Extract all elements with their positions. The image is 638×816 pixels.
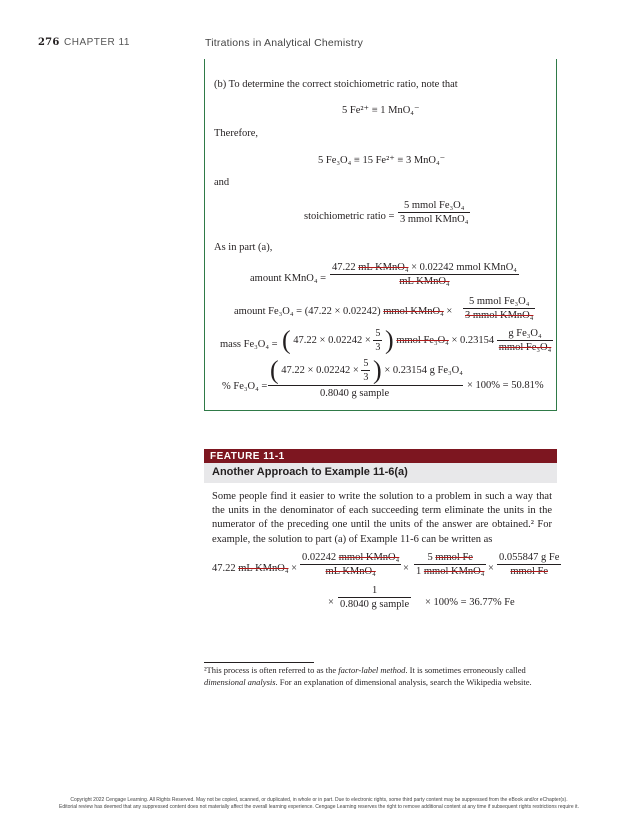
f1-den: mL KMnO₄	[325, 566, 376, 577]
feature-eq-lead	[212, 563, 297, 574]
ratio-denominator: 3 mmol KMnO₄	[400, 214, 469, 225]
f2-den-a: 1	[416, 566, 424, 577]
amount-fe-label: amount Fe₃O₄ = (47.22 × 0.02242)	[234, 306, 381, 317]
ratio-label: stoichiometric ratio =	[304, 211, 395, 222]
feature-eq-lead-strike: mL KMnO₄	[238, 563, 289, 574]
and-text: and	[214, 177, 230, 188]
amount-fe-num: 5 mmol Fe₃O₄	[463, 296, 535, 309]
mass-strike: mmol Fe₃O₄	[396, 334, 449, 346]
part-b-intro: (b) To determine the correct stoichiometric ratio, note that	[214, 79, 458, 90]
copyright-line-1: Copyright 2022 Cengage Learning. All Rights Reserved. May not be copied, scanned, or duplicated, in whole or in part. Due to electronic rights, some third party content may be suppressed from the eBook and/or eChapter(s).	[70, 797, 568, 803]
percent-result: × 100% = 50.81%	[467, 380, 544, 391]
footnote-em-1: factor-label method	[338, 665, 406, 675]
percent-frac-den: 3	[363, 372, 369, 383]
feature-eq-times-3: ×	[488, 563, 494, 574]
percent-numerator: ( 47.22 × 0.02242 × $\frac{5}{3}$ ) × 0.23154 g Fe₃O₄	[270, 355, 463, 385]
footnote-text-c: . For an explanation of dimensional analysis, search the Wikipedia website.	[275, 676, 532, 687]
amount-kmno4-fraction	[330, 262, 519, 287]
feature-frac-2	[414, 552, 486, 577]
feature-frac-1	[300, 552, 401, 577]
feature-frac-3	[497, 552, 561, 577]
f1-num-strike: mmol KMnO₄	[338, 552, 400, 563]
amount-kmno4-num-a: 47.22	[332, 262, 356, 273]
mass-unit-num: g Fe₃O₄	[497, 328, 554, 341]
equivalence-1: 5 Fe²⁺ ≡ 1 MnO₄⁻	[342, 105, 420, 116]
percent-num-inner: 47.22 × 0.02242 ×	[281, 364, 359, 376]
running-title: Titrations in Analytical Chemistry	[205, 37, 364, 49]
amount-fe-fraction	[463, 296, 535, 321]
feature-eq-times-2: ×	[403, 563, 409, 574]
amount-fe-strike: mmol KMnO₄	[383, 306, 444, 317]
therefore-text: Therefore,	[214, 128, 259, 139]
f2-num-a: 5	[427, 552, 433, 563]
mass-label: mass Fe₃O₄ =	[220, 339, 278, 350]
feature-title: Another Approach to Example 11-6(a)	[212, 466, 408, 478]
f2-den: mmol KMnO₄	[423, 566, 485, 577]
amount-kmno4-den: mL KMnO₄	[399, 276, 450, 287]
feature-body: Some people find it easier to write the solution to a problem in such a way that the units in the denominator of each succeeding term eliminate the units in the numerator of the preceding one until the units of the answer are obtained.² For example, the solution to part (a) of Example 11-6 can be written as	[212, 491, 552, 545]
as-in-part-a: As in part (a),	[214, 242, 273, 253]
footnote-text-b: . It is sometimes erroneously called	[405, 665, 526, 675]
mass-inner: 47.22 × 0.02242 ×	[293, 334, 371, 346]
feature-frac-4	[338, 585, 411, 610]
percent-label: % Fe₃O₄ =	[222, 381, 268, 392]
mass-frac-den: 3	[375, 342, 381, 353]
footnote-rule	[204, 662, 314, 663]
f2-num-strike: mmol Fe	[435, 552, 473, 563]
percent-frac-num: 5	[363, 358, 369, 369]
feature-eq-lead-a: 47.22	[212, 563, 236, 574]
f4-num: 1	[338, 585, 411, 598]
footnote	[204, 665, 554, 688]
feature-tag: FEATURE 11-1	[210, 451, 285, 462]
mass-times: × 0.23154	[451, 334, 495, 346]
amount-fe-times: ×	[446, 306, 453, 317]
page-number: 276	[38, 37, 60, 48]
footnote-text-a: ²This process is often referred to as the	[204, 665, 339, 675]
f3-num: 0.055847 g Fe	[499, 552, 560, 563]
f4-den: 0.8040 g sample	[340, 599, 410, 610]
mass-frac-num: 5	[375, 328, 381, 339]
feature-eq-times-1: ×	[291, 563, 298, 574]
amount-kmno4-num-strike: mL KMnO₄	[358, 262, 409, 273]
percent-denominator: 0.8040 g sample	[320, 388, 390, 399]
mass-expression	[282, 325, 553, 355]
amount-kmno4-label: amount KMnO₄ =	[250, 273, 327, 284]
amount-fe-den: 3 mmol KMnO₄	[465, 310, 534, 321]
footnote-em-2: dimensional analysis	[204, 676, 276, 687]
amount-fe-line	[234, 306, 452, 317]
equivalence-2: 5 Fe₃O₄ ≡ 15 Fe²⁺ ≡ 3 MnO₄⁻	[318, 155, 446, 166]
percent-fraction-bar	[268, 385, 463, 386]
chapter-label: CHAPTER 11	[64, 37, 130, 48]
f3-den: mmol Fe	[510, 566, 548, 577]
ratio-numerator: 5 mmol Fe₃O₄	[398, 200, 470, 213]
mass-unit-den: mmol Fe₃O₄	[498, 342, 552, 353]
open-paren: (	[282, 325, 291, 355]
feature-line2-result: × 100% = 36.77% Fe	[425, 597, 515, 608]
feature-line2-times: ×	[328, 597, 334, 608]
f1-num-a: 0.02242	[302, 552, 337, 563]
ratio-fraction	[398, 200, 470, 225]
close-paren: )	[385, 325, 394, 355]
amount-kmno4-num-b: × 0.02242 mmol KMnO₄	[411, 262, 517, 273]
copyright-line-2: Editorial review has deemed that any suppressed content does not materially affect the overall learning experience. Cengage Learning reserves the right to remove additional content at any time if subsequent rights restrictions require it.	[59, 804, 579, 810]
percent-num-tail: × 0.23154 g Fe₃O₄	[384, 364, 463, 376]
